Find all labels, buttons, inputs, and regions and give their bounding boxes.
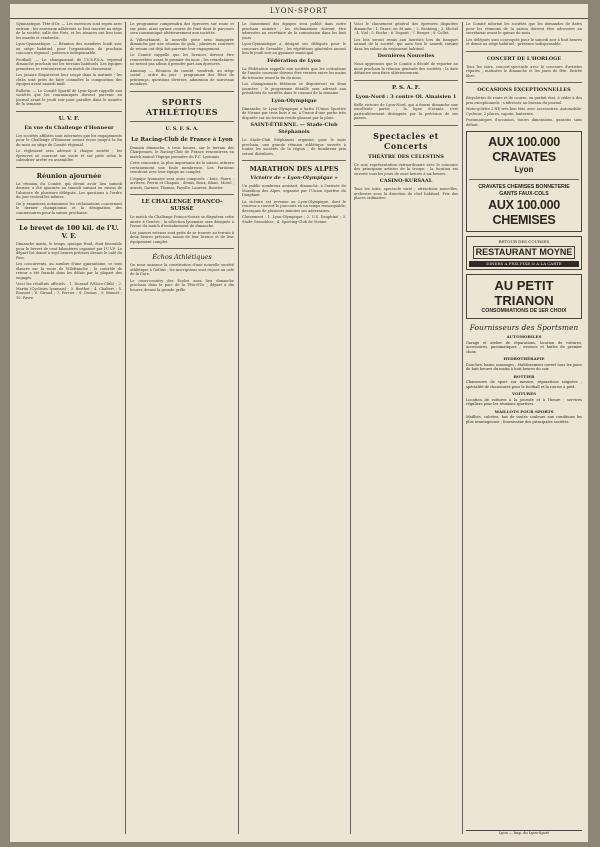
challenge-title: LE CHALLENGE FRANCO-SUISSE [141,199,223,212]
reunion-body [16,182,122,216]
column-2 [130,22,234,837]
article-paragraph: Les championnats fédéraux se disputeront en deux journées ; le programme détaillé sera adressé aux présidents de sociétés dans le courant de la semaine. [242,82,346,95]
separator [16,219,122,220]
article-paragraph: Gymnastique. Tête-d'Or. — Les exercices sont repris avec entrain ; les nouveaux adhérents se font inscrire au siège de la société, salle des Prés, et les séances ont lieu tous les mardis et vendredis. [16,22,122,40]
article-paragraph: Motocyclette 2 HP, très bon état, avec accessoires. Automobile-Cyclecar, 2 places, capote, lanternes. [466,107,582,116]
col4-top [354,22,458,51]
article-paragraph: Les délégués sont convoqués pour le samedi soir à huit heures et demie au siège habituel ; présence indispensable. [466,37,582,46]
restaurant-advertisement [466,236,582,270]
separator [130,248,234,249]
supplier-category-title: HYDROTHÉRAPIE [503,356,545,361]
article-paragraph: Annonay. — Réunion du comité, vendredi, au siège social ; ordre du jour : programme des fêtes de printemps, questions diverses, admission de nouveaux membres. [130,68,234,86]
article-paragraph: Bicyclettes de route et de course, en parfait état, à céder à des prix exceptionnels ; s'adresser au bureau du journal. [466,96,582,105]
marathon-title: MARATHON DES ALPES [249,165,339,173]
article-paragraph: L'équipe lyonnaise sera ainsi composée : buts, Faure ; arrières, Perrin et Chapuis ; demis, Roux, Blanc, Morel ; avants, Garnier, Thomas, Fayolle, Laurent, Bouvier. [130,176,234,190]
separator [16,167,122,168]
article-paragraph: Bulletin. — Le Comité Sportif de Lyon-Sport rappelle aux sociétés que les communiqués doivent parvenir au journal avant le jeudi soir pour paraître dans le numéro de la semaine. [16,88,122,106]
separator [469,179,579,180]
theatre-title: THÉÂTRE DES CÉLESTINS [368,153,444,160]
column-rule [125,22,126,834]
article-paragraph: Les juniors disputeront leur coupe dans la matinée ; les clubs sont priés de faire connaître la composition des équipes avant samedi midi. [16,73,122,86]
article-paragraph: Le Comité informe les sociétés que les demandes de dates pour les réunions de la saison doivent être adressées au secrétariat avant le quinze du mois. [466,22,582,35]
col5-top [466,22,582,47]
article-paragraph: Lyon-Gymnastique. — Réunion des membres lundi soir, au siège habituel, pour l'organisation du prochain concours régional ; présence indispensable. [16,42,122,55]
article-paragraph: Le programme comprendra des épreuves sur route et sur piste, ainsi qu'une course de fond dont le parcours sera communiqué ultérieurement aux sociétés. [130,22,234,35]
column-rule [462,22,463,834]
article-paragraph: Dimanche, le Lyon-Olympique a battu l'Union Sportive de Vienne par trois buts à un, à l'issue d'une partie très disputée sur un terrain rendu glissant par la pluie. [242,106,346,120]
fournisseurs-title: Fournisseurs des Sportsmen [469,323,579,332]
ad-chemises-headline: AUX 100.000 CHEMISES [488,198,560,227]
annonay-body [130,69,234,87]
trianon-sub: CONSOMMATIONS DE 1ER CHOIX [481,308,567,314]
separator [16,111,122,112]
article-paragraph: La victoire est revenue au Lyon-Olympique, dont le coureur a couvert le parcours en un temps remarquable, devançant de plusieurs minutes ses adversaires. [242,199,346,213]
echos-title: Échos Athlétiques [152,253,212,261]
restaurant-name: RESTAURANT MOYNE [473,246,575,259]
page-header: LYON-SPORT [10,4,588,19]
supplier-category-title: VOITURES [511,391,537,396]
article-paragraph: Ce soir, représentation extraordinaire avec le concours des principaux artistes de la troupe ; la location est ouverte tous les jours de onze heures à six heures. [354,162,458,176]
brevet-title: Le brevet de 100 kil. de l'U. V. F. [19,224,119,240]
newspaper-page [10,4,588,842]
column-1 [16,22,122,837]
article-paragraph: Les sociétés affiliées sont informées que les engagements pour le Challenge d'Honneur seront reçus jusqu'à la fin du mois au siège du Comité régional. [16,133,122,147]
trianon-name: AU PETIT TRIANON [494,278,554,308]
column-rule [350,22,351,834]
column-4 [354,22,458,837]
cravates-advertisement [466,131,582,232]
article-paragraph: Voici les résultats officiels : 1. Durand (Véloce-Club) ; 2. Martin (Cyclistes lyonnais) ; 3. Berthet ; 4. Chabert ; 5. Rousset ; 6. Giraud ; 7. Perrier ; 8. Dumas ; 9. Bonnet ; 10. Favre. [16,282,122,300]
concert-body [466,65,582,79]
saint-etienne-body [242,138,346,156]
ad-city: Lyon [514,165,534,174]
psaf-title: P. S. A. F. [391,84,421,91]
article-paragraph: Le classement des équipes sera publié dans notre prochain numéro ; les réclamations doivent être adressées au secrétaire de la commission dans les huit jours. [242,22,346,40]
article-paragraph: Le match du Challenge Franco-Suisse se disputera cette année à Genève ; la sélection lyonnaise sera désignée à l'issue du match d'entraînement de dimanche. [130,215,234,228]
article-paragraph: On y examinera notamment les réclamations concernant le dernier championnat et la désignation des commissaires pour la saison prochaine. [16,201,122,215]
ad-products-line: CRAVATES CHEMISES BONNETERIE [478,184,570,190]
article-paragraph: Les lots seront remis aux lauréats lors du banquet annuel de la société, qui aura lieu le samedi suivant dans les salons du restaurant habituel. [354,37,458,51]
restaurant-top-line: RETOUR DES COURSES [498,239,550,244]
fournisseurs-list [466,335,582,424]
separator [354,125,458,126]
fed-body [242,67,346,96]
kursaal-title: CASINO-KURSAAL [379,178,433,184]
saint-etienne-title: SAINT-ÉTIENNE. — Stade-Club Stéphanois [250,122,338,135]
supplier-listing: Douches, bains, massages ; établissement ouvert tous les jours de huit heures du matin à huit heures du soir. [466,362,582,371]
article-paragraph: Tous les soirs, spectacle varié ; attractions nouvelles, orchestre sous la direction du chef habituel. Prix des places ordinaires. [354,187,458,200]
column-rule [238,22,239,834]
spectacles-title: Spectacles et Concerts [373,130,439,151]
supplier-listing: Location de voitures à la journée et à l'heure ; services réguliers pour les réunions sportives. [466,397,582,406]
separator [242,160,346,161]
article-paragraph: Classement : 1. Lyon-Olympique ; 2. U.S. Dauphiné ; 3. Stade Grenoblois ; 4. Sporting-Club de Vienne. [242,215,346,224]
supplier-listing: Garage et atelier de réparations, location de voitures, accessoires, pneumatiques ; essence et huiles de premier choix. [466,340,582,354]
lyon-olympique-title: Lyon-Olympique [271,97,317,104]
separator [130,121,234,122]
supplier-category-title: BOTTIER [513,373,535,379]
article-paragraph: La Fédération rappelle aux sociétés que les cotisations de l'année courante doivent être versées entre les mains du trésorier avant la fin du mois. [242,66,346,80]
psaf-body [354,103,458,121]
marathon-body [242,184,346,224]
article-paragraph: Demain dimanche, à trois heures, sur le terrain des Charpennes, le Racing-Club de France rencontrera en match amical l'équipe première du F.C. Lyonnais. [130,145,234,159]
article-paragraph: Le Comité rappelle que les licences doivent être renouvelées avant le premier du mois ; les retardataires ne seront pas admis à prendre part aux épreuves. [130,53,234,66]
supplier-listing: Maillots, culottes, bas de toutes couleurs aux conditions les plus avantageuses ; fournisseur des principales sociétés. [466,415,582,424]
dernieres-title: Dernières Nouvelles [377,53,435,59]
psaf-subtitle: Lyon-Nord : 3 contre Ol. Ainaisien 1 [355,93,457,100]
section-title-sports-athletiques: SPORTS ATHLÉTIQUES [145,96,219,117]
article-paragraph: Le cross-country des Écoles aura lieu dimanche prochain dans le parc de la Tête-d'Or ; départ à dix heures devant la grande grille. [130,278,234,292]
restaurant-bottom-bar: DINERS A PRIX FIXE & A LA CARTE [469,261,579,267]
article-paragraph: Dimanche matin, le temps, quoique froid, était favorable pour le brevet de cent kilomètres organisé par l'U.V.F. Le départ fut donné à sept heures précises devant le café du Parc. [16,242,122,260]
column-5 [466,22,582,827]
article-paragraph: Les concurrents, au nombre d'une quarantaine, se sont élancés sur la route de Villefranche ; le contrôle de retour a été franchi dans les délais par la plupart des engagés. [16,262,122,280]
article-paragraph: Cette rencontre, la plus importante de la saison, attirera certainement une foule nombreuse. Les Parisiens viendront avec leur équipe au complet. [130,161,234,174]
racing-body [130,146,234,191]
reunion-title: Réunion ajournée [36,171,102,180]
trianon-advertisement [466,274,582,319]
concert-title: CONCERT DE L'HORLOGE [486,55,562,62]
separator [354,80,458,81]
dernieres-body [354,62,458,76]
ad-cravates-headline: AUX 100.000 CRAVATES [488,135,560,164]
separator [466,82,582,83]
separator [466,51,582,52]
supplier-category-title: MAILLOTS POUR SPORTS [494,408,554,414]
supplier-category-title: AUTOMOBILES [506,334,542,339]
article-paragraph: Le règlement sera adressé à chaque société ; les épreuves se courront sur route et sur piste selon le calendrier arrêté en assemblée. [16,149,122,162]
article-paragraph: Voici le classement général des épreuves disputées dimanche : 1. Faure, en 38 min. ; 2. Rostaing ; 3. Michel ; 4. Vial ; 5. Roche ; 6. Dupont ; 7. Berger ; 8. Collet. [354,22,458,35]
article-paragraph: On nous annonce la constitution d'une nouvelle société athlétique à Oullins ; les inscriptions sont reçues au café de la Gare. [130,263,234,276]
uvf-title: U. V. F. [58,115,80,122]
marathon-subtitle: Victoire de « Lyon-Olympique » [250,175,338,181]
occasions-title: OCCASIONS EXCEPTIONNELLES [477,87,571,93]
column-3 [242,22,346,837]
col3-top [242,22,346,56]
article-paragraph: Tous les soirs, concert-spectacle avec le concours d'artistes réputés ; matinées le dimanche et les jours de fête. Entrée libre. [466,64,582,78]
article-paragraph: La réunion du Comité, qui devait avoir lieu samedi dernier, a été ajournée au samedi suivant en raison de l'absence de plusieurs délégués. Les questions à l'ordre du jour restent les mêmes. [16,181,122,199]
racing-title: Le Racing-Club de France à Lyon [131,136,233,143]
echos-body [130,263,234,292]
ad-products-line-2: GANTS FAUX-COLS [499,191,549,197]
separator [130,91,234,92]
article-paragraph: Les joueurs retenus sont priés de se trouver au terrain à deux heures précises, munis de leur licence et de leur équipement complet. [130,230,234,244]
occasions-body [466,96,582,127]
article-paragraph: Un public nombreux assistait, dimanche, à l'arrivée du Marathon des Alpes, organisé par l'Union Sportive du Dauphiné. [242,184,346,197]
kursaal-body [354,187,458,201]
article-paragraph: À Villeurbanne, la nouvelle piste sera inaugurée dimanche par une réunion de gala ; plusieurs coureurs de renom ont déjà fait parvenir leur engagement. [130,37,234,51]
uvf-body [16,134,122,163]
article-paragraph: Belle victoire de Lyon-Nord, qui a fourni dimanche une excellente partie ; la ligne d'avants s'est particulièrement distinguée par la précision de ses passes. [354,102,458,120]
uvf-subtitle: En vue du Challenge d'Honneur [24,124,114,131]
theatre-body [354,163,458,177]
fed-title: Fédération de Lyon [267,57,321,64]
article-paragraph: Pneumatiques d'occasion, toutes dimensions, garantis sans défaut. [466,118,582,127]
article-paragraph: Nous apprenons que le Comité a décidé de reporter au mois prochain la réunion générale des sociétés ; la date définitive sera fixée ultérieurement. [354,62,458,75]
article-paragraph: Le Stade-Club Stéphanois organise, pour le mois prochain, une grande réunion athlétique ouverte à toutes les sociétés de la région ; de nombreux prix seront distribués. [242,138,346,156]
brevet-body [16,242,122,300]
supplier-listing: Chaussures de sport sur mesure, réparations soignées ; spécialité de chaussures pour le football et la course à pied. [466,380,582,389]
imprint-footer: Lyon — Imp. du Lyon-Sport [466,830,582,836]
col1-top [16,22,122,107]
lyon-olympique-body [242,107,346,121]
usfsa-subtitle: U. S. F. S. A. [165,125,199,132]
article-paragraph: Lyon-Gymnastique a désigné ses délégués pour le concours de Grenoble ; les répétitions générales auront lieu le jeudi soir au gymnase municipal. [242,42,346,55]
separator [130,194,234,195]
article-paragraph: Football. — Le championnat de l'U.S.F.S.A. reprend dimanche prochain sur les terrains habituels. Les équipes premières se rencontreront en match de classement. [16,57,122,71]
col2-top [130,22,234,67]
challenge-body [130,215,234,244]
